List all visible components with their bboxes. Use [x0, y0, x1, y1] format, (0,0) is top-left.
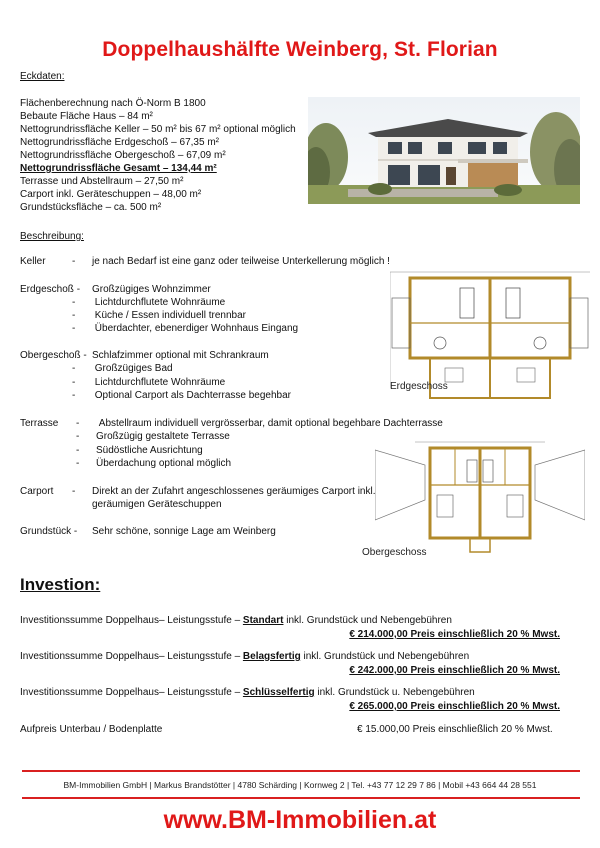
investment-suffix: inkl. Grundstück u. Nebengebühren [314, 687, 475, 698]
eg-item-row: - Küche / Essen individuell trennbar [72, 310, 246, 321]
og-item-row: - Lichtdurchflutete Wohnräume [72, 377, 226, 388]
carport-item: Direkt an der Zufahrt angeschlossenes geräumiges Carport inkl. [92, 486, 376, 497]
eckdaten-line: Nettogrundrissfläche Obergeschoß – 67,09 m² [20, 150, 226, 161]
carport-label: Carport [20, 486, 54, 497]
footer-divider-bottom [22, 797, 580, 799]
eckdaten-line: Nettogrundrissfläche Keller – 50 m² bis 67 m² optional möglich [20, 124, 296, 135]
terrasse-item-row: - Überdachung optional möglich [76, 458, 232, 469]
eg-item: Überdachter, ebenerdiger Wohnhaus Eingang [94, 323, 299, 334]
investment-prefix: Investitionssumme Doppelhaus– Leistungsstufe – [20, 687, 243, 698]
carport-item: geräumigen Geräteschuppen [92, 499, 222, 510]
terrasse-item: Großzügig gestaltete Terrasse [96, 431, 230, 442]
eckdaten-heading: Eckdaten: [20, 71, 65, 82]
eg-item: Großzügiges Wohnzimmer [92, 284, 211, 295]
aufpreis-price: € 15.000,00 Preis einschließlich 20 % Mwst. [357, 724, 553, 735]
investment-row-text [20, 687, 475, 698]
footer-divider-top [22, 770, 580, 772]
keller-item: je nach Bedarf ist eine ganz oder teilweise Unterkellerung möglich ! [92, 256, 390, 267]
beschreibung-heading: Beschreibung: [20, 231, 84, 242]
eg-item-row: - Überdachter, ebenerdiger Wohnhaus Eingang [72, 323, 299, 334]
investment-suffix: inkl. Grundstück und Nebengebühren [283, 615, 452, 626]
investment-price: € 214.000,00 Preis einschließlich 20 % Mwst. [349, 629, 560, 640]
og-item: Optional Carport als Dachterrasse begehbar [94, 390, 291, 401]
footer-contact: BM-Immobilien GmbH | Markus Brandstötter | 4780 Schärding | Kornweg 2 | Tel. +43 77 12 29 7 86 | Mobil +43 664 44 28 551 [63, 780, 537, 790]
aufpreis-label: Aufpreis Unterbau / Bodenplatte [20, 724, 163, 735]
investment-prefix: Investitionssumme Doppelhaus– Leistungsstufe – [20, 615, 243, 626]
grundstueck-label: Grundstück - [20, 526, 78, 537]
eckdaten-line: Carport inkl. Geräteschuppen – 48,00 m² [20, 189, 202, 200]
floorplan-eg-label: Erdgeschoss [390, 381, 448, 392]
og-item-row: - Großzügiges Bad [72, 363, 173, 374]
grundstueck-item: Sehr schöne, sonnige Lage am Weinberg [92, 526, 276, 537]
investment-row-text [20, 615, 452, 626]
eckdaten-line: Flächenberechnung nach Ö-Norm B 1800 [20, 98, 206, 109]
terrasse-item: Abstellraum individuell vergrösserbar, damit optional begehbare Dachterrasse [98, 418, 443, 429]
eckdaten-total: Nettogrundrissfläche Gesamt – 134,44 m² [20, 163, 217, 174]
investment-level: Standart [242, 615, 284, 626]
investment-level: Belagsfertig [242, 651, 301, 662]
terrasse-label: Terrasse [20, 418, 59, 429]
obergeschoss-label: Obergeschoß - [20, 350, 87, 361]
terrasse-item: Südöstliche Ausrichtung [96, 445, 203, 456]
og-item: Lichtdurchflutete Wohnräume [94, 377, 226, 388]
house-photo [308, 97, 580, 204]
investment-row-text [20, 651, 469, 662]
eg-item-row: - Lichtdurchflutete Wohnräume [72, 297, 226, 308]
investment-level: Schlüsselfertig [242, 687, 315, 698]
floorplan-og-label: Obergeschoss [362, 547, 427, 558]
eckdaten-line: Grundstücksfläche – ca. 500 m² [20, 202, 162, 213]
page-title: Doppelhaushälfte Weinberg, St. Florian [102, 38, 498, 61]
keller-dash: - [72, 256, 76, 267]
eckdaten-list [20, 97, 296, 214]
eg-item: Lichtdurchflutete Wohnräume [94, 297, 226, 308]
terrasse-item-row: - Großzügig gestaltete Terrasse [76, 431, 230, 442]
eckdaten-line: Terrasse und Abstellraum – 27,50 m² [20, 176, 184, 187]
terrasse-item-row: - Abstellraum individuell vergrösserbar, damit optional begehbare Dachterrasse [76, 418, 443, 429]
og-item-row: - Optional Carport als Dachterrasse begehbar [72, 390, 291, 401]
terrasse-item-row: - Südöstliche Ausrichtung [76, 445, 203, 456]
investment-suffix: inkl. Grundstück und Nebengebühren [300, 651, 470, 662]
og-item: Schlafzimmer optional mit Schrankraum [92, 350, 269, 361]
terrasse-item: Überdachung optional möglich [96, 458, 232, 469]
eckdaten-line: Bebaute Fläche Haus – 84 m² [20, 111, 153, 122]
investment-price: € 242.000,00 Preis einschließlich 20 % Mwst. [349, 665, 560, 676]
eckdaten-line: Nettogrundrissfläche Erdgeschoß – 67,35 m² [20, 137, 219, 148]
og-item: Großzügiges Bad [94, 363, 173, 374]
website-link[interactable]: www.BM-Immobilien.at [163, 806, 437, 834]
floorplan-obergeschoss [375, 440, 585, 558]
investition-heading: Investion: [20, 575, 101, 594]
keller-label: Keller [20, 256, 46, 267]
investment-price: € 265.000,00 Preis einschließlich 20 % Mwst. [349, 701, 560, 712]
carport-dash: - [72, 486, 76, 497]
erdgeschoss-label: Erdgeschoß - [20, 284, 81, 295]
investment-prefix: Investitionssumme Doppelhaus– Leistungsstufe – [20, 651, 243, 662]
eg-item: Küche / Essen individuell trennbar [94, 310, 246, 321]
